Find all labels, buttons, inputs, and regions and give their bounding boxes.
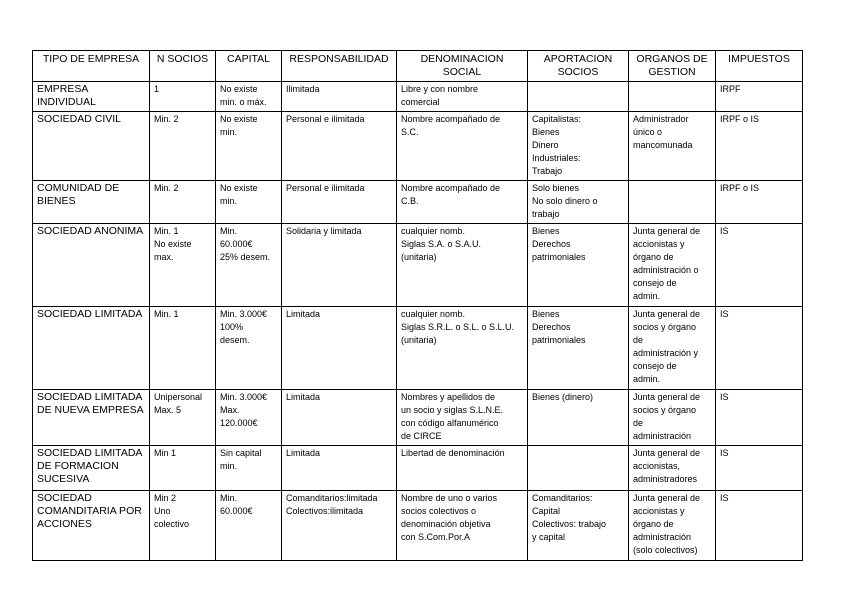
table-row bbox=[33, 112, 803, 181]
cell-responsabilidad: Ilimitada bbox=[282, 82, 397, 112]
cell-aportacion: Capitalistas: Bienes Dinero Industriales: Trabajo bbox=[528, 112, 629, 181]
cell-aportacion: Solo bienes No solo dinero o trabajo bbox=[528, 181, 629, 224]
cell-organos: Administrador único o mancomunada bbox=[629, 112, 716, 181]
table-row bbox=[33, 446, 803, 491]
cell-aportacion: Comanditarios: Capital Colectivos: trabajo y capital bbox=[528, 491, 629, 561]
cell-socios: 1 bbox=[150, 82, 216, 112]
cell-aportacion bbox=[528, 446, 629, 491]
cell-organos: Junta general de accionistas, administradores bbox=[629, 446, 716, 491]
cell-socios: Min 2 Uno colectivo bbox=[150, 491, 216, 561]
cell-responsabilidad: Personal e ilimitada bbox=[282, 181, 397, 224]
cell-denominacion: Libertad de denominación bbox=[397, 446, 528, 491]
cell-impuestos: IRPF o IS bbox=[716, 112, 803, 181]
header-impuestos: IMPUESTOS bbox=[716, 51, 803, 82]
cell-aportacion: Bienes Derechos patrimoniales bbox=[528, 307, 629, 390]
cell-impuestos: IS bbox=[716, 224, 803, 307]
cell-tipo: SOCIEDAD CIVIL bbox=[33, 112, 150, 181]
cell-tipo: SOCIEDAD LIMITADA bbox=[33, 307, 150, 390]
company-types-table bbox=[32, 50, 803, 561]
cell-impuestos: IS bbox=[716, 390, 803, 446]
cell-denominacion: Nombre de uno o varios socios colectivos o denominación objetiva con S.Com.Por.A bbox=[397, 491, 528, 561]
table-row bbox=[33, 82, 803, 112]
header-tipo-empresa: TIPO DE EMPRESA bbox=[33, 51, 150, 82]
cell-impuestos: IRPF bbox=[716, 82, 803, 112]
cell-tipo: EMPRESA INDIVIDUAL bbox=[33, 82, 150, 112]
cell-denominacion: cualquier nomb. Siglas S.R.L. o S.L. o S.L.U. (unitaria) bbox=[397, 307, 528, 390]
header-n-socios: N SOCIOS bbox=[150, 51, 216, 82]
cell-responsabilidad: Limitada bbox=[282, 446, 397, 491]
table-row bbox=[33, 224, 803, 307]
cell-organos: Junta general de socios y órgano de administración bbox=[629, 390, 716, 446]
cell-denominacion: Libre y con nombre comercial bbox=[397, 82, 528, 112]
cell-organos bbox=[629, 82, 716, 112]
header-responsabilidad: RESPONSABILIDAD bbox=[282, 51, 397, 82]
cell-organos: Junta general de accionistas y órgano de administración (solo colectivos) bbox=[629, 491, 716, 561]
cell-responsabilidad: Limitada bbox=[282, 307, 397, 390]
cell-organos bbox=[629, 181, 716, 224]
cell-tipo: COMUNIDAD DE BIENES bbox=[33, 181, 150, 224]
cell-capital: No existe min. o máx. bbox=[216, 82, 282, 112]
cell-socios: Min. 1 bbox=[150, 307, 216, 390]
cell-tipo: SOCIEDAD COMANDITARIA POR ACCIONES bbox=[33, 491, 150, 561]
header-row bbox=[33, 51, 803, 82]
cell-aportacion: Bienes Derechos patrimoniales bbox=[528, 224, 629, 307]
cell-denominacion: Nombres y apellidos de un socio y siglas S.L.N.E. con código alfanumérico de CIRCE bbox=[397, 390, 528, 446]
cell-socios: Min. 1 No existe max. bbox=[150, 224, 216, 307]
cell-capital: Min. 60.000€ 25% desem. bbox=[216, 224, 282, 307]
cell-impuestos: IRPF o IS bbox=[716, 181, 803, 224]
table-row bbox=[33, 491, 803, 561]
cell-denominacion: cualquier nomb. Siglas S.A. o S.A.U. (unitaria) bbox=[397, 224, 528, 307]
cell-impuestos: IS bbox=[716, 446, 803, 491]
cell-tipo: SOCIEDAD ANONIMA bbox=[33, 224, 150, 307]
cell-organos: Junta general de accionistas y órgano de administración o consejo de admin. bbox=[629, 224, 716, 307]
cell-impuestos: IS bbox=[716, 491, 803, 561]
cell-socios: Unipersonal Max. 5 bbox=[150, 390, 216, 446]
header-capital: CAPITAL bbox=[216, 51, 282, 82]
cell-socios: Min. 2 bbox=[150, 112, 216, 181]
cell-capital: Sin capital min. bbox=[216, 446, 282, 491]
cell-responsabilidad: Solidaria y limitada bbox=[282, 224, 397, 307]
cell-responsabilidad: Comanditarios:limitada Colectivos:ilimitada bbox=[282, 491, 397, 561]
cell-denominacion: Nombre acompañado de S.C. bbox=[397, 112, 528, 181]
cell-capital: Min. 60.000€ bbox=[216, 491, 282, 561]
cell-capital: Min. 3.000€ Max. 120.000€ bbox=[216, 390, 282, 446]
cell-aportacion: Bienes (dinero) bbox=[528, 390, 629, 446]
table-row bbox=[33, 307, 803, 390]
cell-tipo: SOCIEDAD LIMITADA DE NUEVA EMPRESA bbox=[33, 390, 150, 446]
cell-tipo: SOCIEDAD LIMITADA DE FORMACION SUCESIVA bbox=[33, 446, 150, 491]
cell-aportacion bbox=[528, 82, 629, 112]
cell-denominacion: Nombre acompañado de C.B. bbox=[397, 181, 528, 224]
cell-responsabilidad: Personal e ilimitada bbox=[282, 112, 397, 181]
header-aportacion-socios: APORTACION SOCIOS bbox=[528, 51, 629, 82]
cell-capital: No existe min. bbox=[216, 112, 282, 181]
table-row bbox=[33, 181, 803, 224]
header-denominacion-social: DENOMINACION SOCIAL bbox=[397, 51, 528, 82]
cell-impuestos: IS bbox=[716, 307, 803, 390]
cell-organos: Junta general de socios y órgano de administración y consejo de admin. bbox=[629, 307, 716, 390]
header-organos-gestion: ORGANOS DE GESTION bbox=[629, 51, 716, 82]
cell-socios: Min. 2 bbox=[150, 181, 216, 224]
cell-capital: No existe min. bbox=[216, 181, 282, 224]
cell-socios: Min 1 bbox=[150, 446, 216, 491]
table-row bbox=[33, 390, 803, 446]
cell-responsabilidad: Limitada bbox=[282, 390, 397, 446]
cell-capital: Min. 3.000€ 100% desem. bbox=[216, 307, 282, 390]
